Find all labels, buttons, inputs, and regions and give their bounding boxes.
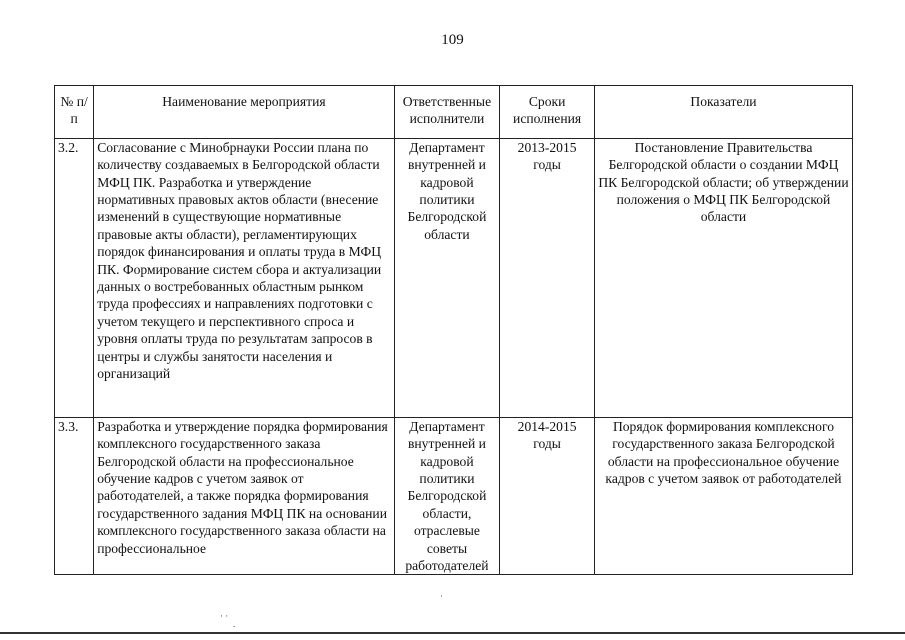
header-responsible: Ответственные исполнители — [394, 86, 500, 139]
header-terms: Сроки исполнения — [500, 86, 595, 139]
header-num: № п/п — [55, 86, 94, 139]
row-indicators: Порядок формирования комплексного государственного заказа Белгородской области на профессиональное обучение кадров с учетом заявок от работодателей — [594, 417, 852, 575]
row-terms: 2013-2015 годы — [500, 138, 595, 417]
scan-speck: · — [440, 591, 443, 601]
measures-table — [54, 85, 853, 575]
row-indicators: Постановление Правительства Белгородской области о создании МФЦ ПК Белгородской области; об утверждении положения о МФЦ ПК Белгородской области — [594, 138, 852, 417]
table-header-row — [55, 86, 853, 139]
page-bottom-edge — [0, 632, 905, 634]
row-responsible: Департамент внутренней и кадровой политики Белгородской области — [394, 138, 500, 417]
row-name: Разработка и утверждение порядка формирования комплексного государственного заказа Белгородской области на профессиональное обучение кадров с учетом заявок от работодателей, а также порядка формирования государственного задания МФЦ ПК на основании комплексного государственного заказа области на профессиональное — [94, 417, 394, 575]
row-terms: 2014-2015 годы — [500, 417, 595, 575]
row-name: Согласование с Минобрнауки России плана по количеству создаваемых в Белгородской области МФЦ ПК. Разработка и утверждение нормативных правовых актов области (внесение изменений в существующие нормативные правовые акты области), регламентирующих порядок финансирования и оплаты труда в МФЦ ПК. Формирование систем сбора и актуализации данных о востребованных областным рынком труда профессиях и направлениях подготовки с учетом текущего и перспективного спроса и уровня оплаты труда по результатам запросов в центры и службы занятости населения и организаций — [94, 138, 394, 417]
table-row — [55, 138, 853, 417]
header-name: Наименование мероприятия — [94, 86, 394, 139]
header-indicators: Показатели — [594, 86, 852, 139]
page-number: 109 — [441, 32, 464, 48]
row-num: 3.2. — [55, 138, 94, 417]
scan-speck: . — [233, 619, 236, 629]
scan-speck: · · — [220, 611, 229, 621]
row-num: 3.3. — [55, 417, 94, 575]
row-responsible: Департамент внутренней и кадровой политики Белгородской области, отраслевые советы работодателей — [394, 417, 500, 575]
table-row — [55, 417, 853, 575]
